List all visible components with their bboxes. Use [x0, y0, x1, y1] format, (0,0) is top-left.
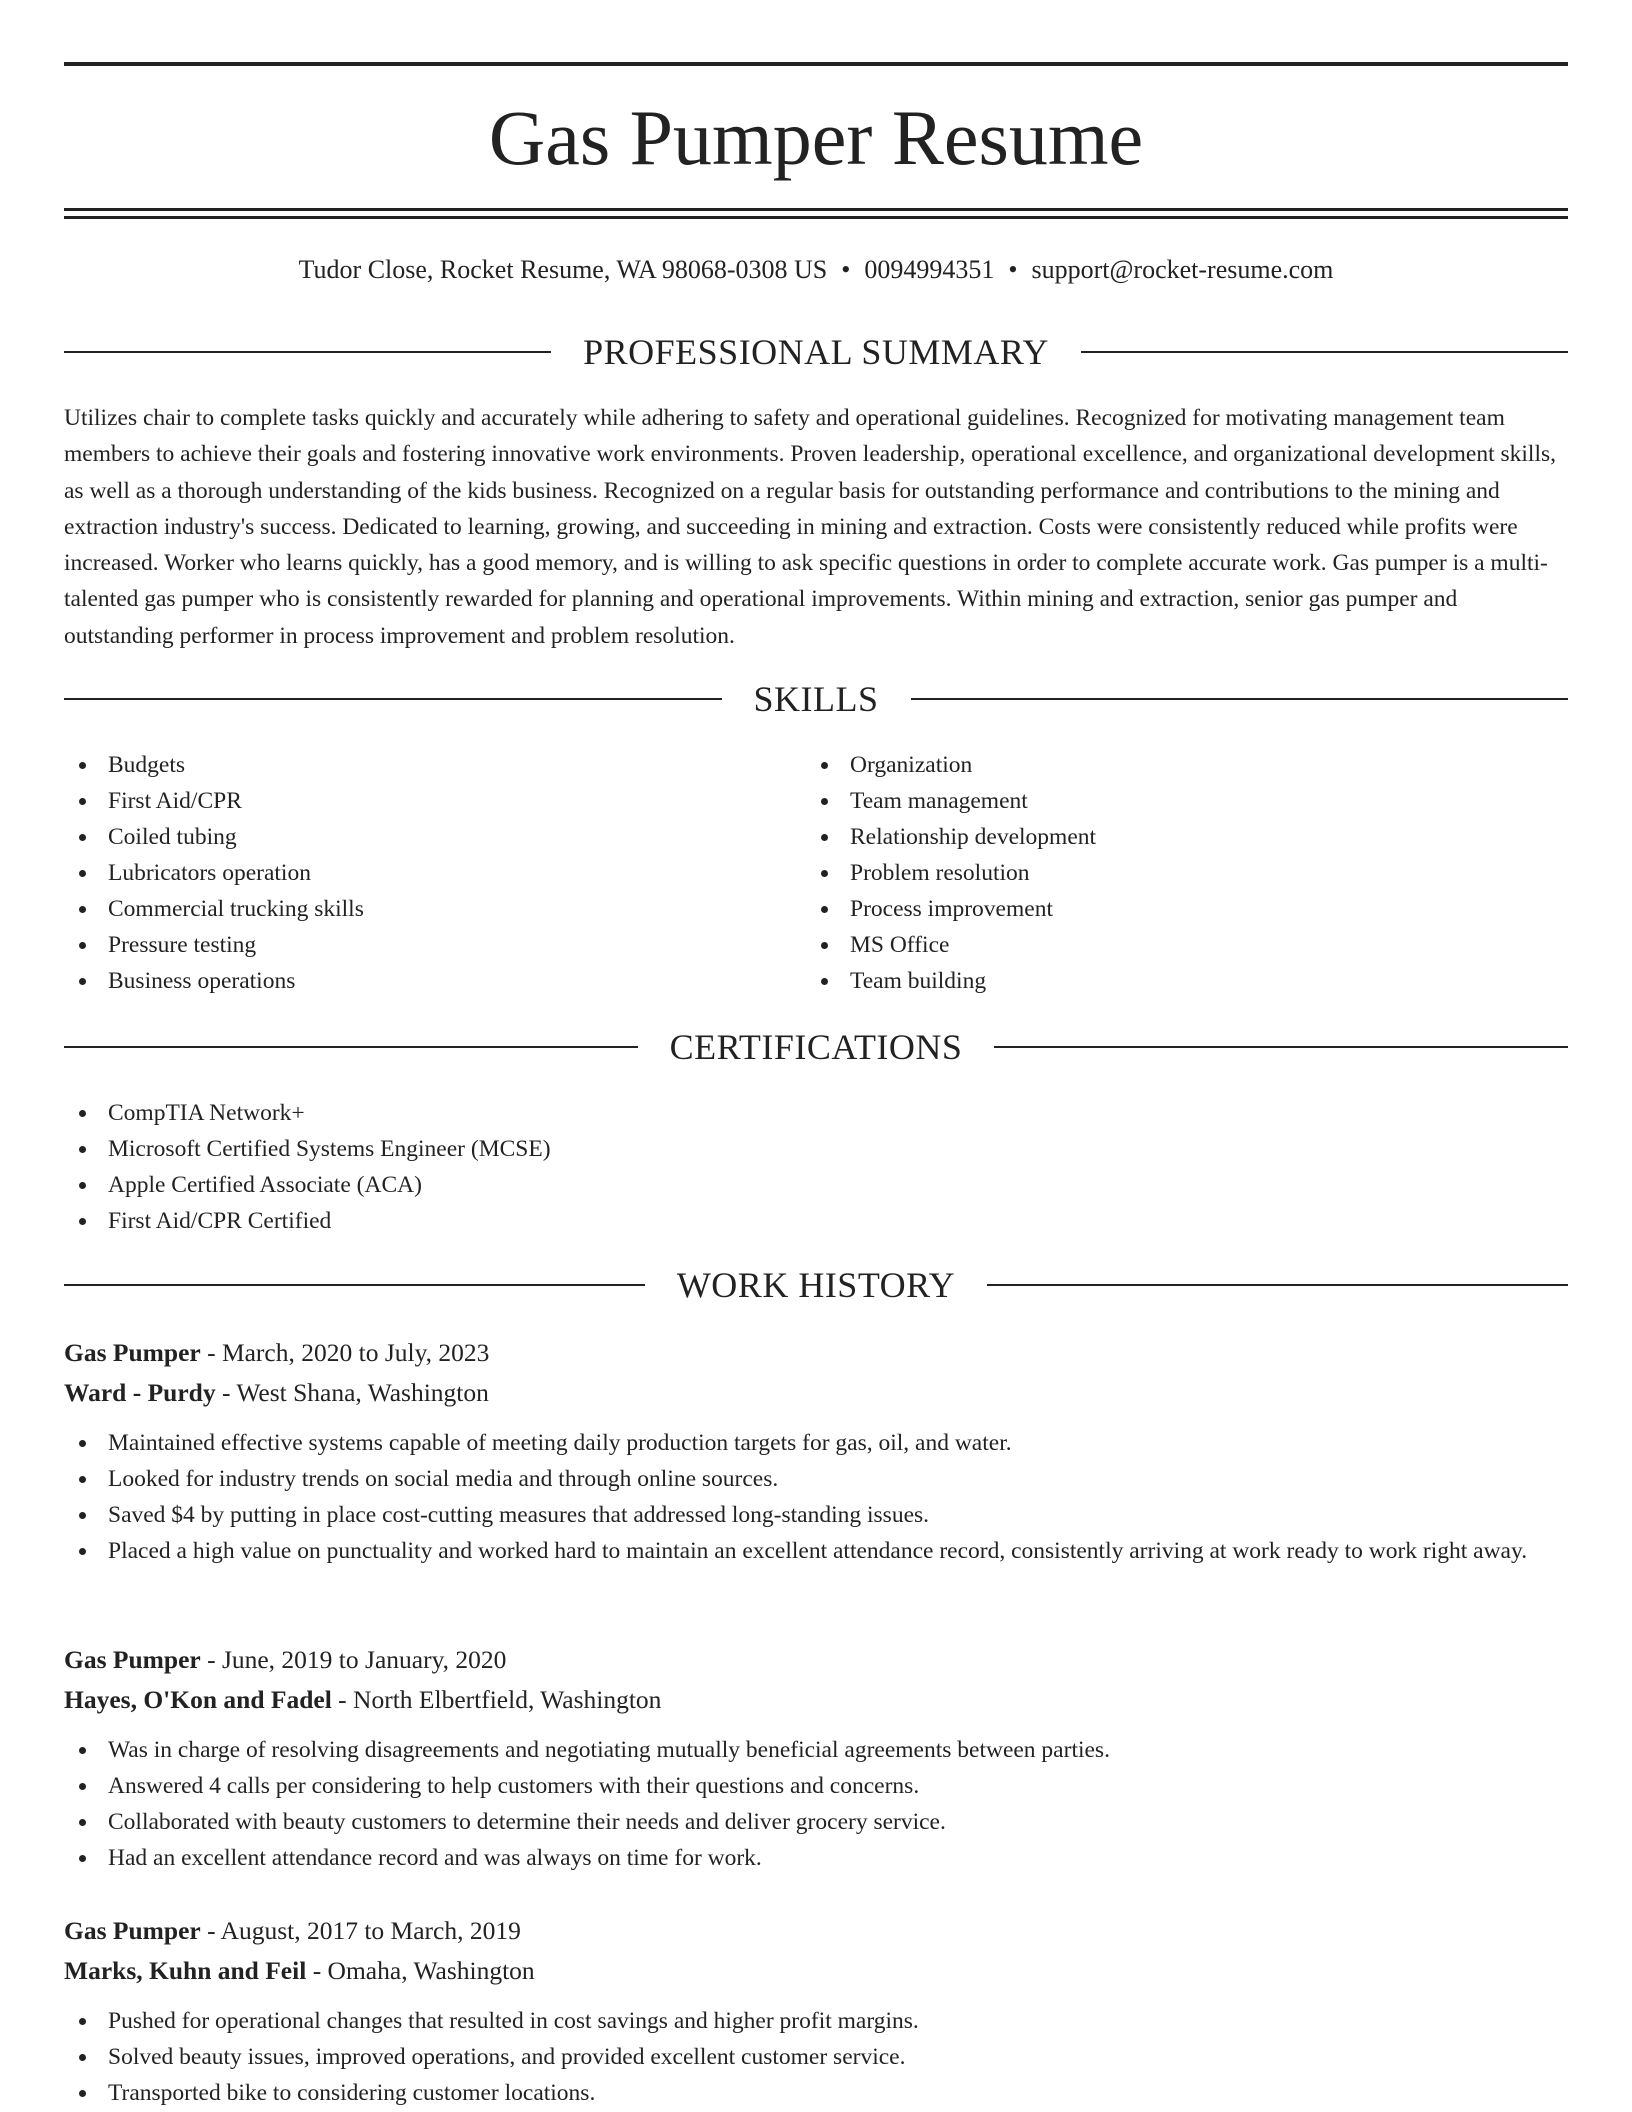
- job-title: Gas Pumper: [64, 1338, 201, 1367]
- heading-rule: [911, 698, 1569, 700]
- job-dates: - August, 2017 to March, 2019: [200, 1916, 521, 1945]
- section-title-work-history: WORK HISTORY: [676, 1265, 956, 1305]
- job-bullet: Maintained effective systems capable of meeting daily production targets for gas, oil, and water.: [64, 1425, 1568, 1461]
- job-title: Gas Pumper: [64, 1645, 201, 1674]
- job-bullet: Pushed for operational changes that resulted in cost savings and higher profit margins.: [64, 2003, 1568, 2039]
- skill-item: Relationship development: [806, 819, 1506, 855]
- skill-item: Pressure testing: [64, 927, 764, 963]
- job-location: - North Elbertfield, Washington: [331, 1685, 662, 1714]
- certification-item: Apple Certified Associate (ACA): [64, 1167, 1568, 1203]
- skill-item: Lubricators operation: [64, 855, 764, 891]
- job-company: Hayes, O'Kon and Fadel: [64, 1685, 332, 1714]
- job-bullet: Was in charge of resolving disagreements and negotiating mutually beneficial agreements between parties.: [64, 1732, 1568, 1768]
- job-entry: [64, 1640, 1568, 1876]
- job-company-line: [64, 1951, 1568, 1991]
- job-bullet: Collaborated with beauty customers to determine their needs and deliver grocery service.: [64, 1804, 1568, 1840]
- job-title: Gas Pumper: [64, 1916, 201, 1945]
- certifications-list: [64, 1095, 1568, 1239]
- job-company-line: [64, 1373, 1568, 1413]
- job-entry: [64, 1333, 1568, 1569]
- header-double-rule-lower: [64, 216, 1568, 219]
- contact-phone: 0094994351: [864, 255, 995, 284]
- heading-rule: [64, 1284, 645, 1286]
- heading-rule: [987, 1284, 1568, 1286]
- certification-item: CompTIA Network+: [64, 1095, 1568, 1131]
- section-title-skills: SKILLS: [753, 679, 879, 719]
- job-company-line: [64, 1680, 1568, 1720]
- skill-item: Commercial trucking skills: [64, 891, 764, 927]
- job-bullet: Had an excellent attendance record and was always on time for work.: [64, 1840, 1568, 1876]
- section-heading-certifications: [64, 1025, 1568, 1069]
- contact-separator: •: [841, 255, 851, 284]
- contact-line: [64, 252, 1568, 288]
- job-dates: - March, 2020 to July, 2023: [200, 1338, 490, 1367]
- skills-list-right: [806, 747, 1506, 999]
- job-bullet: Transported bike to considering customer locations.: [64, 2075, 1568, 2111]
- job-bullet: Solved beauty issues, improved operations, and provided excellent customer service.: [64, 2039, 1568, 2075]
- job-company: Ward - Purdy: [64, 1378, 216, 1407]
- skill-item: Coiled tubing: [64, 819, 764, 855]
- job-title-line: [64, 1333, 1568, 1373]
- skill-item: Team management: [806, 783, 1506, 819]
- heading-rule: [994, 1046, 1568, 1048]
- contact-email: support@rocket-resume.com: [1031, 255, 1334, 284]
- job-bullet: Saved $4 by putting in place cost-cutting measures that addressed long-standing issues.: [64, 1497, 1568, 1533]
- heading-rule: [64, 351, 551, 353]
- skill-item: MS Office: [806, 927, 1506, 963]
- skill-item: Process improvement: [806, 891, 1506, 927]
- header-double-rule-upper: [64, 208, 1568, 211]
- job-bullets: [64, 1425, 1568, 1569]
- skill-item: First Aid/CPR: [64, 783, 764, 819]
- skills-list-left: [64, 747, 764, 999]
- heading-rule: [64, 1046, 638, 1048]
- section-heading-work-history: [64, 1263, 1568, 1307]
- certification-item: First Aid/CPR Certified: [64, 1203, 1568, 1239]
- contact-address: Tudor Close, Rocket Resume, WA 98068-0308 US: [298, 255, 828, 284]
- skill-item: Budgets: [64, 747, 764, 783]
- skill-item: Organization: [806, 747, 1506, 783]
- header-top-rule: [64, 62, 1568, 66]
- resume-title: Gas Pumper Resume: [488, 94, 1144, 181]
- section-heading-summary: [64, 330, 1568, 374]
- skill-item: Business operations: [64, 963, 764, 999]
- job-bullet: Answered 4 calls per considering to help customers with their questions and concerns.: [64, 1768, 1568, 1804]
- summary-text: Utilizes chair to complete tasks quickly and accurately while adhering to safety and operational guidelines. Recognized for motivating management team members to achieve their goals and fostering innovative work environments. Proven leadership, operational excellence, and organizational development skills, as well as a thorough understanding of the kids business. Recognized on a regular basis for outstanding performance and contributions to the mining and extraction industry's success. Dedicated to learning, growing, and succeeding in mining and extraction. Costs were consistently reduced while profits were increased. Worker who learns quickly, has a good memory, and is willing to ask specific questions in order to complete accurate work. Gas pumper is a multi-talented gas pumper who is consistently rewarded for planning and operational improvements. Within mining and extraction, senior gas pumper and outstanding performer in process improvement and problem resolution.: [64, 405, 1557, 649]
- contact-separator: •: [1008, 255, 1018, 284]
- job-bullets: [64, 1732, 1568, 1876]
- job-location: - West Shana, Washington: [215, 1378, 489, 1407]
- job-location: - Omaha, Washington: [306, 1956, 535, 1985]
- section-heading-skills: [64, 677, 1568, 721]
- job-bullet: Placed a high value on punctuality and worked hard to maintain an excellent attendance record, consistently arriving at work ready to work right away.: [64, 1533, 1568, 1569]
- heading-rule: [1081, 351, 1568, 353]
- job-title-line: [64, 1911, 1568, 1951]
- section-title-summary: PROFESSIONAL SUMMARY: [583, 332, 1049, 372]
- heading-rule: [64, 698, 722, 700]
- job-title-line: [64, 1640, 1568, 1680]
- job-company: Marks, Kuhn and Feil: [64, 1956, 307, 1985]
- certification-item: Microsoft Certified Systems Engineer (MCSE): [64, 1131, 1568, 1167]
- job-bullet: Looked for industry trends on social media and through online sources.: [64, 1461, 1568, 1497]
- section-title-certifications: CERTIFICATIONS: [669, 1027, 963, 1067]
- job-bullets: [64, 2003, 1568, 2111]
- skill-item: Problem resolution: [806, 855, 1506, 891]
- job-dates: - June, 2019 to January, 2020: [200, 1645, 507, 1674]
- skill-item: Team building: [806, 963, 1506, 999]
- job-entry: [64, 1911, 1568, 2111]
